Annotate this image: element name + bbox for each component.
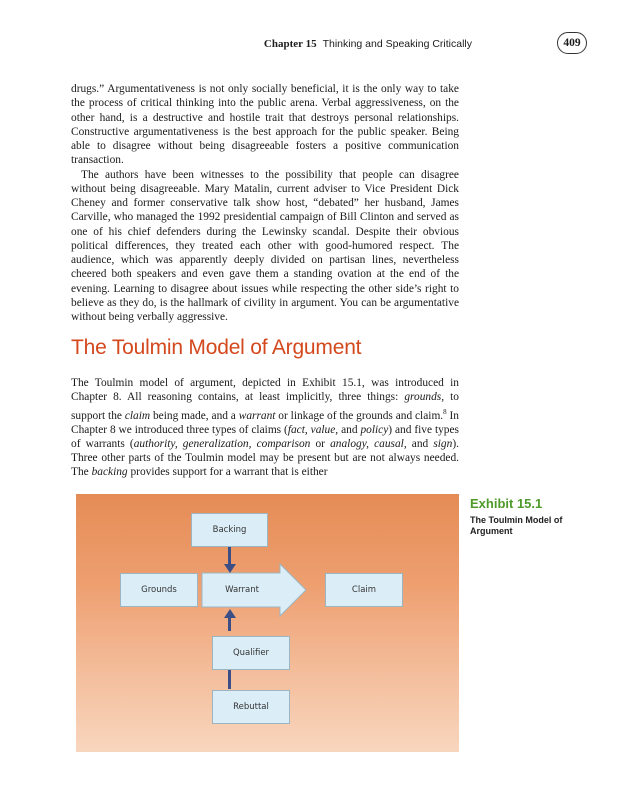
page-number: 409 [557, 32, 587, 54]
backing-box: Backing [191, 513, 268, 547]
term-backing: backing [91, 466, 128, 479]
grounds-box: Grounds [120, 573, 198, 607]
term-warrant: warrant [238, 409, 276, 422]
backing-arrow-head [224, 564, 236, 573]
qualifier-box: Qualifier [212, 636, 290, 670]
rebuttal-connector-line [228, 669, 231, 689]
backing-connector-line [228, 546, 231, 565]
paragraph: The authors have been witnesses to the possibility that people can disagree without being disagreeable. Mary Matalin, current adviser to Vice President Dick Cheney and former conservative talk show host, “debated” her husband, James Carville, who managed the 1992 presidential campaign of Bill Clinton and served as one of his chief defenders during the Lewinsky scandal. Despite their obvious political differences, they treated each other with good-humored respect. The audience, which was apparently deeply divided on partisan lines, nevertheless cheered both speakers and even gave them a standing ovation at the end of the evening. Learning to disagree about issues while respecting the other side’s right to believe as they do, is the hallmark of civility in argument. You can be argumentative without being verbally aggressive. [71, 168, 459, 323]
running-head [264, 38, 472, 50]
paragraph: drugs.” Argumentativeness is not only socially beneficial, it is the only way to take the process of critical thinking into the public arena. Verbal aggressiveness, on the other hand, is a destructive and hostile trait that destroys personal relationships. Constructive argumentativeness is the best approach for the public speaker. Being able to disagree without being disagreeable fosters a positive communication transaction. [71, 83, 459, 167]
exhibit-caption-text: The Toulmin Model of Argument [470, 515, 563, 536]
footnote-marker: 8 [443, 407, 447, 416]
body-text-top [71, 82, 459, 324]
rebuttal-box: Rebuttal [212, 690, 290, 724]
term-grounds: grounds, [404, 391, 445, 404]
page-header [0, 38, 633, 54]
chapter-title: Thinking and Speaking Critically [322, 38, 472, 50]
body-text-toulmin [71, 376, 459, 480]
claim-box: Claim [325, 573, 403, 607]
exhibit-caption [470, 496, 600, 537]
warrant-label: Warrant [225, 585, 259, 595]
paragraph: The Toulmin model of argument, depicted in Exhibit 15.1, was introduced in Chapter 8. All reasoning contains, at least implicitly, three things: grounds, to support the claim being made, and a warrant or linkage of the grounds and claim.$^8$ In Chapter 8 we introduced three types of claims (fact, value, and policy) and five types of warrants (authority, generalization, comparison or analogy, causal, and sign). Three other parts of the Toulmin model may be present but are not always needed. The backing provides support for a warrant that is either [71, 377, 459, 479]
section-title: The Toulmin Model of Argument [71, 336, 362, 359]
qualifier-arrow-head [224, 609, 236, 618]
chapter-label: Chapter 15 [263, 38, 317, 50]
exhibit-label: Exhibit 15.1 [470, 496, 543, 511]
term-claim: claim [124, 409, 151, 422]
qualifier-connector-line [228, 616, 231, 631]
toulmin-diagram [76, 494, 459, 752]
